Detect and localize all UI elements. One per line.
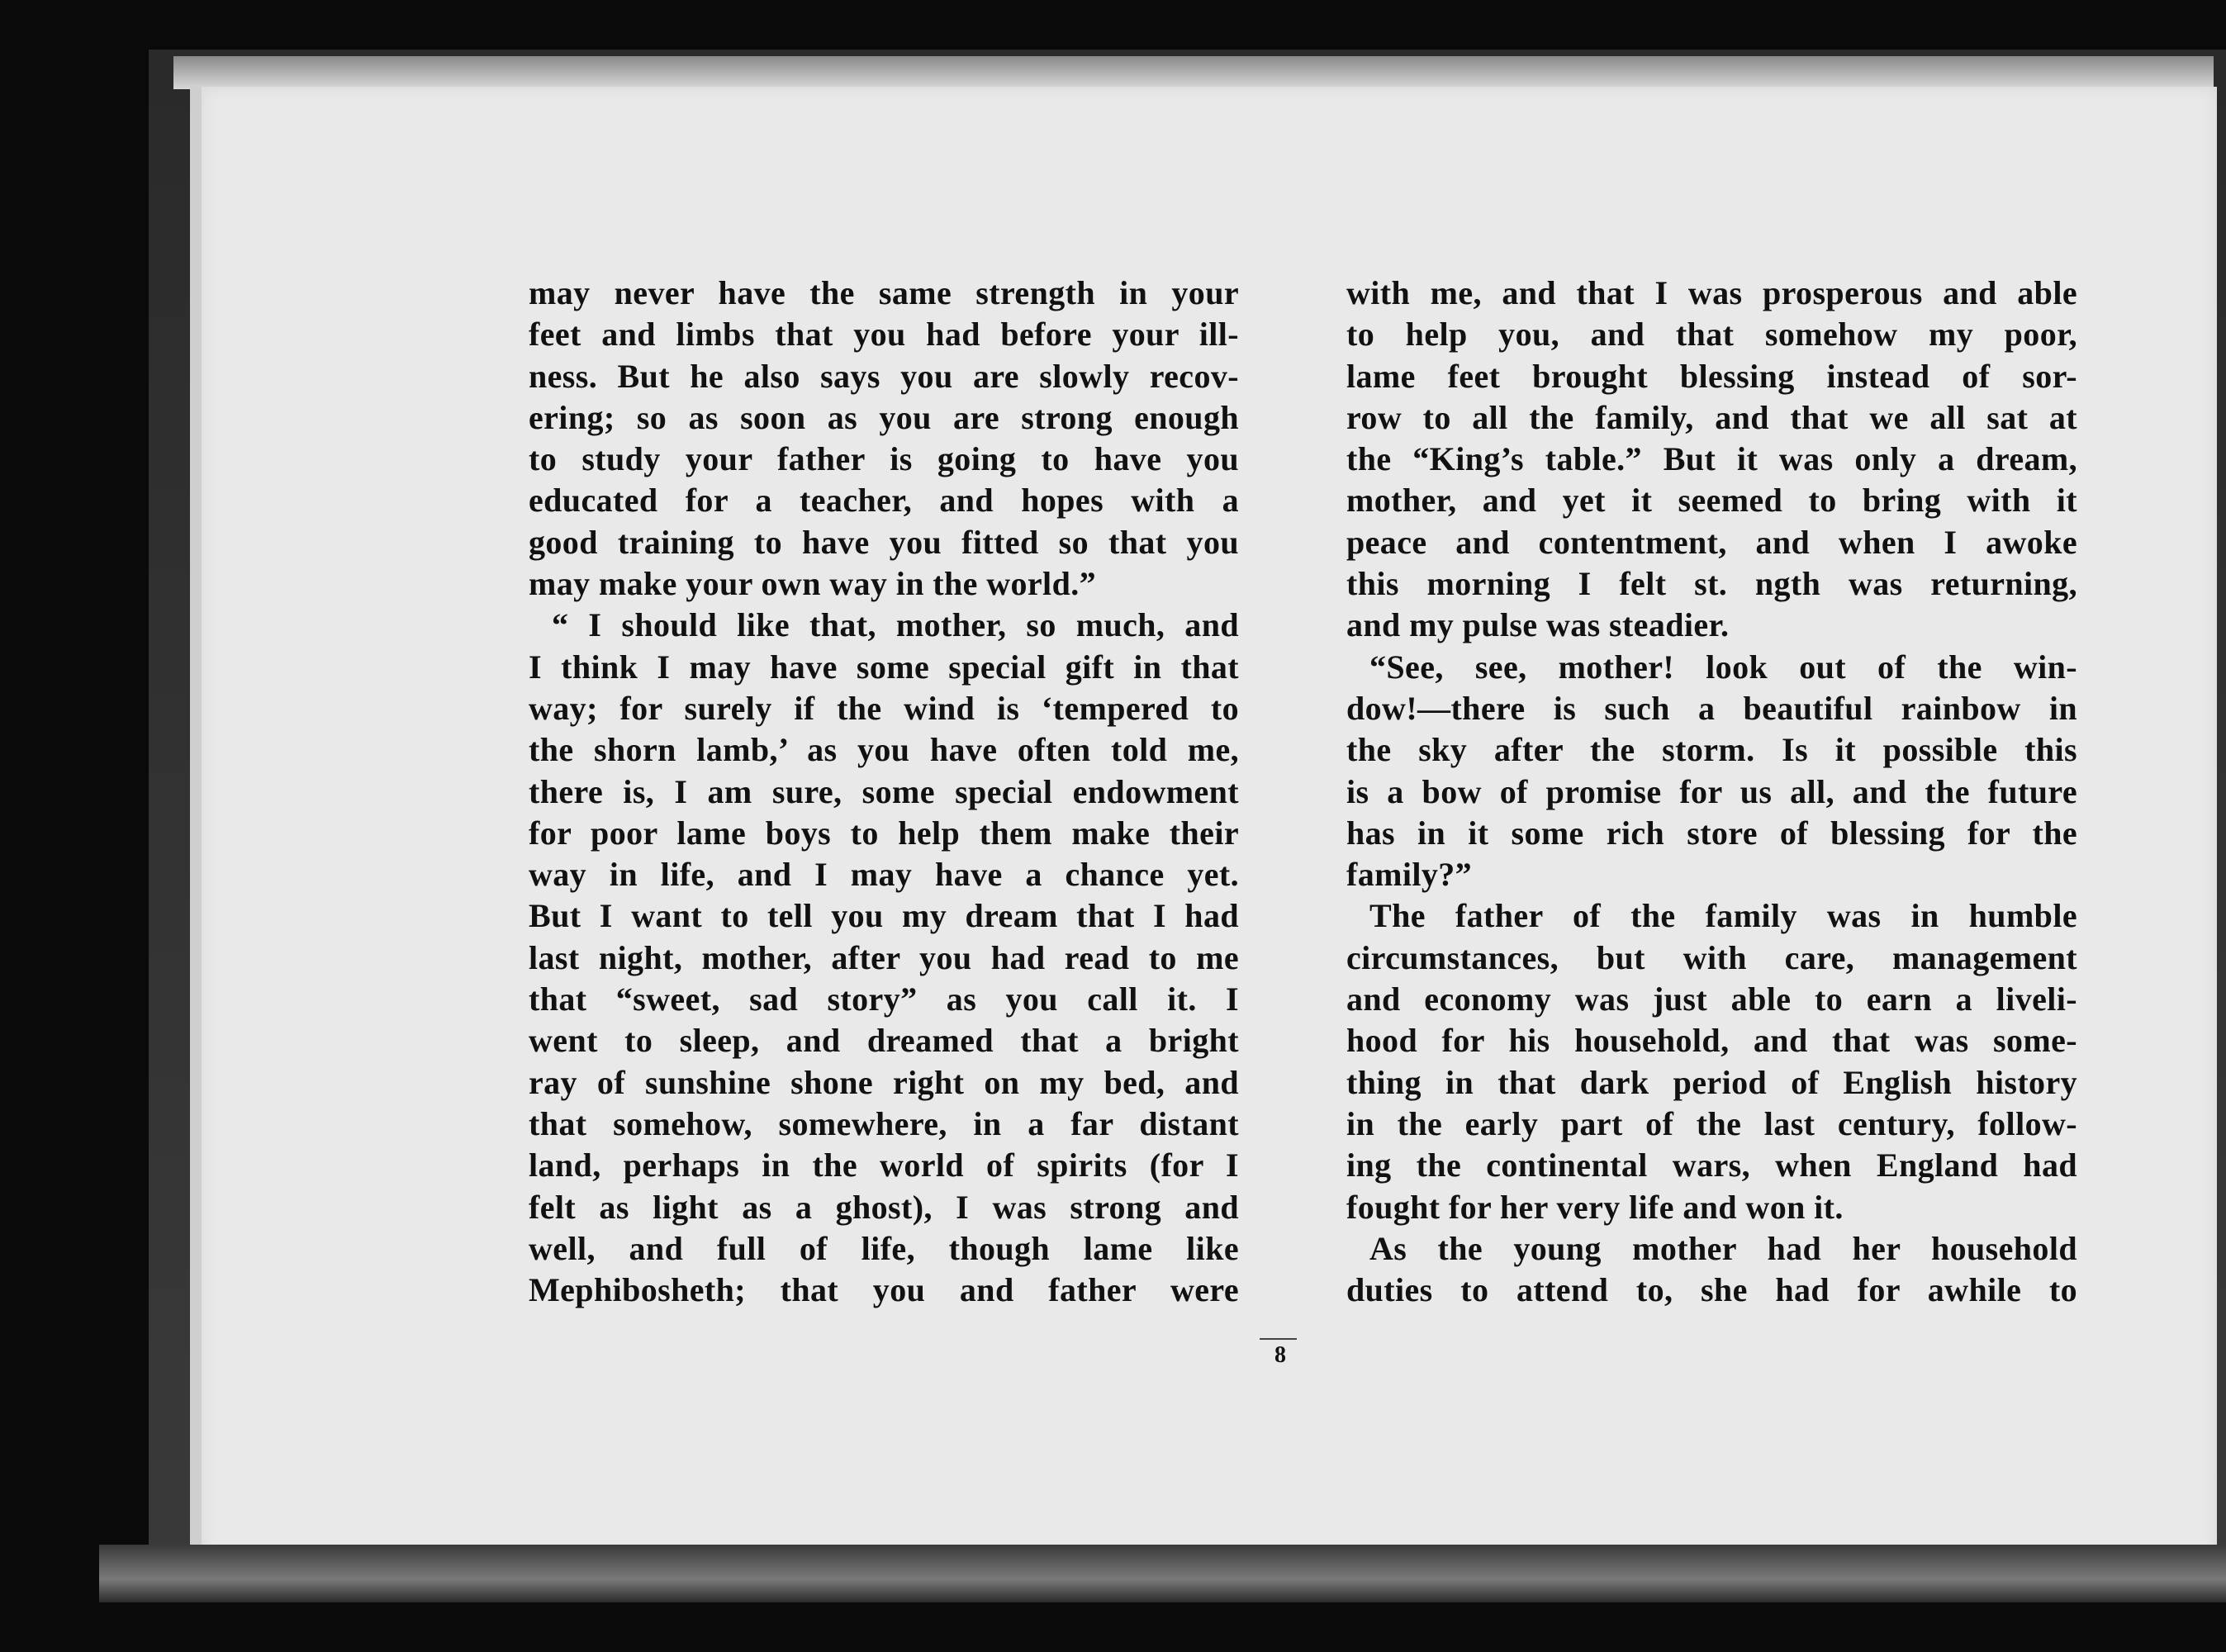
right-text-column <box>1346 273 2077 1346</box>
text-line: But I want to tell you my dream that I had <box>529 897 1239 935</box>
text-line: this morning I felt st. ngth was returning, <box>1346 565 2077 603</box>
text-line: land, perhaps in the world of spirits (for I <box>529 1146 1239 1184</box>
text-line: lame feet brought blessing instead of sor- <box>1346 357 2077 395</box>
text-line: and my pulse was steadier. <box>1346 606 1730 644</box>
text-line: ering; so as soon as you are strong enough <box>529 398 1239 436</box>
text-line: thing in that dark period of English history <box>1346 1063 2077 1101</box>
text-line: the shorn lamb,’ as you have often told me, <box>529 731 1239 769</box>
text-line: may make your own way in the world.” <box>529 565 1097 603</box>
text-line: for poor lame boys to help them make their <box>529 814 1239 852</box>
text-line: with me, and that I was prosperous and able <box>1346 274 2077 311</box>
text-line: Mephibosheth; that you and father were <box>529 1271 1239 1309</box>
text-line: to study your father is going to have you <box>529 440 1239 478</box>
text-line: hood for his household, and that was some- <box>1346 1022 2077 1060</box>
text-line: there is, I am sure, some special endowment <box>529 772 1239 810</box>
page-number-rule <box>1260 1338 1297 1340</box>
text-line: good training to have you fitted so that you <box>529 523 1239 561</box>
text-line: family?” <box>1346 856 1473 894</box>
text-line: I think I may have some special gift in that <box>529 648 1239 686</box>
text-line: “See, see, mother! look out of the win- <box>1369 648 2077 686</box>
text-line: well, and full of life, though lame like <box>529 1229 1239 1267</box>
text-line: last night, mother, after you had read to me <box>529 938 1239 976</box>
text-line: in the early part of the last century, follow- <box>1346 1104 2077 1142</box>
text-line: that somehow, somewhere, in a far distant <box>529 1104 1239 1142</box>
text-line: feet and limbs that you had before your ill- <box>529 316 1239 354</box>
text-line: way in life, and I may have a chance yet. <box>529 856 1239 894</box>
left-text-column <box>529 273 1239 1346</box>
text-line: dow!—there is such a beautiful rainbow in <box>1346 689 2077 727</box>
text-line: peace and contentment, and when I awoke <box>1346 523 2077 561</box>
text-line: ing the continental wars, when England had <box>1346 1146 2077 1184</box>
text-line: As the young mother had her household <box>1369 1229 2077 1267</box>
text-line: that “sweet, sad story” as you call it. I <box>529 980 1239 1018</box>
text-line: is a bow of promise for us all, and the future <box>1346 772 2077 810</box>
text-line: “ I should like that, mother, so much, and <box>552 606 1239 644</box>
text-line: fought for her very life and won it. <box>1346 1188 1844 1226</box>
text-line: went to sleep, and dreamed that a bright <box>529 1022 1239 1060</box>
text-line: ness. But he also says you are slowly recov- <box>529 357 1239 395</box>
text-line: felt as light as a ghost), I was strong and <box>529 1188 1239 1226</box>
text-line: circumstances, but with care, management <box>1346 938 2077 976</box>
text-line: row to all the family, and that we all sat at <box>1346 398 2077 436</box>
text-line: has in it some rich store of blessing for the <box>1346 814 2077 852</box>
text-line: duties to attend to, she had for awhile to <box>1346 1271 2077 1309</box>
page-number: 8 <box>1274 1342 1286 1368</box>
text-line: may never have the same strength in your <box>529 274 1239 311</box>
text-line: and economy was just able to earn a liveli- <box>1346 980 2077 1018</box>
text-line: educated for a teacher, and hopes with a <box>529 482 1239 520</box>
text-line: the “King’s table.” But it was only a dream, <box>1346 440 2077 478</box>
page-top-edge <box>173 56 2214 89</box>
text-line: mother, and yet it seemed to bring with it <box>1346 482 2077 520</box>
text-line: to help you, and that somehow my poor, <box>1346 316 2077 354</box>
page-bottom-edge <box>99 1545 2226 1602</box>
text-line: ray of sunshine shone right on my bed, and <box>529 1063 1239 1101</box>
text-line: way; for surely if the wind is ‘tempered to <box>529 689 1239 727</box>
text-line: The father of the family was in humble <box>1369 897 2077 935</box>
text-line: the sky after the storm. Is it possible this <box>1346 731 2077 769</box>
